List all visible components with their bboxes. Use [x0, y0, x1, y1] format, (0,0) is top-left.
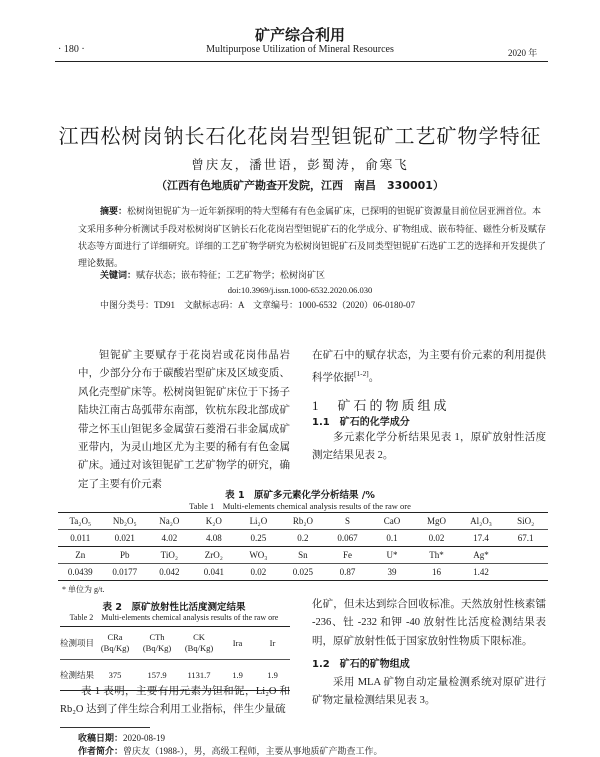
table-cell: ZrO₂: [192, 547, 237, 564]
table2-header-row: [60, 627, 290, 660]
table-cell: 0.011: [70, 533, 91, 543]
table-cell: Fe: [325, 547, 370, 564]
intro-left: 钽铌矿主要赋存于花岗岩或花岗伟晶岩中，少部分分布于碳酸岩型矿床及区域变质、风化壳型矿床等。松树岗钽铌矿床位于下扬子陆块江南古岛弧带东南部，钦杭东段北部成矿带之怀玉山钽铌多金属萤石菱滑石非金属成矿亚带内，为灵山地区尤为主要的稀有有色金属矿床。通过对该钽铌矿工艺矿物学的研究，确定了主要有价元素: [78, 350, 290, 490]
table-cell: Nb₂O₅: [103, 513, 148, 530]
table1-header-row-2: [58, 547, 548, 564]
keywords-label: 关键词：: [100, 271, 137, 281]
author-bio-text: 曾庆友（1988-），男，高级工程师，主要从事地质矿产勘查工作。: [123, 746, 383, 756]
table-cell: Li₂O: [236, 513, 281, 530]
table2: [60, 626, 290, 691]
table-cell: MgO: [414, 513, 459, 530]
author-bio: [78, 744, 383, 757]
table-cell: [503, 547, 548, 564]
keywords: [100, 268, 325, 281]
table1: [58, 512, 548, 581]
doi: doi:10.3969/j.issn.1000-6532.2020.06.030: [227, 285, 373, 295]
abstract-text: 松树岗钽铌矿为一近年新探明的特大型稀有有色金属矿床，已探明的钽铌矿资源量目前位居亚洲首位。本文采用多种分析测试手段对松树岗矿区钠长石化花岗岩型钽铌矿石的化学成分、矿物组成、嵌布特征、磁性分析及赋存状态等方面进行了详细研究。详细的工艺矿物学研究为松树岗钽铌矿石及同类型钽铌矿石选矿工艺的选择和开发提供了理论数据。: [78, 206, 547, 268]
table-cell: 0.02: [250, 567, 267, 577]
table-cell: 1131.7: [187, 669, 211, 680]
table-cell: 检测项目: [60, 627, 94, 660]
table1-value-row-1: [58, 530, 548, 547]
table-cell: 0.021: [114, 533, 135, 543]
table-cell: 157.9: [147, 669, 167, 680]
table-cell: WO₃: [236, 547, 281, 564]
table-cell: Ta₂O₅: [58, 513, 103, 530]
section-heading-1-1: 1.1 矿石的化学成分: [312, 417, 410, 428]
table1-caption-cn: 表 1 原矿多元素化学分析结果 /%: [225, 490, 375, 501]
section-heading-1: 1 矿石的物质组成: [312, 398, 450, 413]
authors: 曾庆友，潘世语，彭蜀涛，俞寒飞: [191, 158, 409, 172]
table-cell: K₂O: [192, 513, 237, 530]
table-cell: 0.2: [297, 533, 309, 543]
table-cell: 16: [432, 567, 442, 577]
section-1-2-text: 采用 MLA 矿物自动定量检测系统对原矿进行矿物定量检测结果见表 3。: [312, 677, 546, 707]
intro-right: [312, 347, 546, 388]
page-number: · 180 ·: [58, 44, 85, 55]
table-cell: SiO₂: [503, 513, 548, 530]
table-cell: CTh (Bq/Kg): [136, 627, 178, 660]
table-cell: 0.0439: [67, 567, 93, 577]
table-cell: [503, 564, 548, 581]
section-1-1-text: 多元素化学分析结果见表 1，原矿放射性活度测定结果见表 2。: [312, 432, 546, 462]
table2-caption-cn: 表 2 原矿放射性比活度测定结果: [102, 602, 246, 613]
table-cell: Al₂O₃: [459, 513, 504, 530]
table-cell: TiO₂: [147, 547, 192, 564]
table1-caption-en: Table 1 Multi-elements chemical analysis results of the raw ore: [189, 501, 411, 511]
table-cell: CaO: [370, 513, 415, 530]
article-title: 江西松树岗钠长石化花岗岩型钽铌矿工艺矿物学特征: [58, 126, 542, 148]
table-cell: Pb: [103, 547, 148, 564]
table-cell: 17.4: [473, 533, 489, 543]
table-cell: 4.08: [205, 533, 222, 543]
table-cell: 375: [108, 669, 122, 680]
table-cell: Sn: [281, 547, 326, 564]
table-cell: 0.042: [159, 567, 180, 577]
table-cell: 0.02: [428, 533, 445, 543]
table-cell: Na₂O: [147, 513, 192, 530]
received-label: 收稿日期：: [78, 734, 124, 744]
classification: 中图分类号：TD91 文献标志码：A 文章编号：1000-6532（2020）06-0180-07: [100, 300, 415, 310]
table-cell: 1.9: [267, 669, 278, 680]
author-bio-label: 作者简介：: [78, 747, 124, 757]
table-cell: 0.87: [339, 567, 356, 577]
issue-year: 2020 年: [508, 48, 538, 58]
table-cell: 检测结果: [60, 669, 95, 680]
table-cell: Rb₂O: [281, 513, 326, 530]
table-cell: U*: [370, 547, 415, 564]
table-cell: CRa (Bq/Kg): [94, 627, 136, 660]
table1-header-row-1: [58, 513, 548, 530]
table1-value-row-2: [58, 564, 548, 581]
footnote-rule: [60, 727, 150, 728]
keywords-text: 赋存状态；嵌布特征；工艺矿物学；松树岗矿区: [136, 270, 326, 280]
table-cell: S: [325, 513, 370, 530]
received-date: [78, 731, 165, 744]
right-continuation: 化矿，但未达到综合回收标准。天然放射性核素镭 -236、钍 -232 和钾 -40 放射性比活度检测结果表明，原矿放射性低于国家放射性物质下限标准。: [312, 599, 546, 647]
table-cell: 1.9: [232, 669, 243, 680]
table-cell: 0.041: [203, 567, 224, 577]
after-table2-text: 表 1 表明，主要有用元素为钽和铌，Li₂O 和 Rb₂O 达到了伴生综合利用工业指标，伴生少量硫: [60, 686, 290, 716]
table2-caption-en: Table 2 Multi-elements chemical analysis results of the raw ore: [69, 613, 279, 622]
table-cell: Th*: [414, 547, 459, 564]
table-cell: 0.25: [250, 533, 267, 543]
intro-end: 。: [368, 372, 380, 384]
received-value: 2020-08-19: [123, 733, 166, 743]
table-cell: Zn: [58, 547, 103, 564]
table-cell: 67.1: [517, 533, 534, 543]
table-cell: Ira: [220, 627, 255, 660]
table-cell: 0.0177: [112, 567, 138, 577]
affiliation: （江西有色地质矿产勘查开发院，江西 南昌 330001）: [156, 179, 444, 192]
table-cell: 39: [387, 567, 397, 577]
table1-note: * 单位为 g/t.: [62, 585, 105, 594]
table-cell: 4.02: [161, 533, 178, 543]
abstract-label: 摘要：: [100, 207, 128, 217]
header-rule: [55, 61, 548, 62]
journal-name-cn: 矿产综合利用: [254, 26, 345, 44]
section-heading-1-2: 1.2 矿石的矿物组成: [312, 659, 410, 670]
table-cell: 1.42: [473, 567, 489, 577]
abstract: [78, 203, 546, 272]
table-cell: CK (Bq/Kg): [178, 627, 220, 660]
table-cell: Ir: [255, 627, 290, 660]
table-cell: 0.067: [337, 533, 358, 543]
table-cell: 0.1: [386, 533, 398, 543]
intro-right-text: 在矿石中的赋存状态，为主要有价元素的利用提供科学依据: [312, 350, 546, 384]
table-cell: 0.025: [292, 567, 314, 577]
journal-name-en: Multipurpose Utilization of Mineral Resources: [206, 44, 394, 55]
citation: [1-2]: [354, 369, 369, 379]
table-cell: Ag*: [459, 547, 504, 564]
